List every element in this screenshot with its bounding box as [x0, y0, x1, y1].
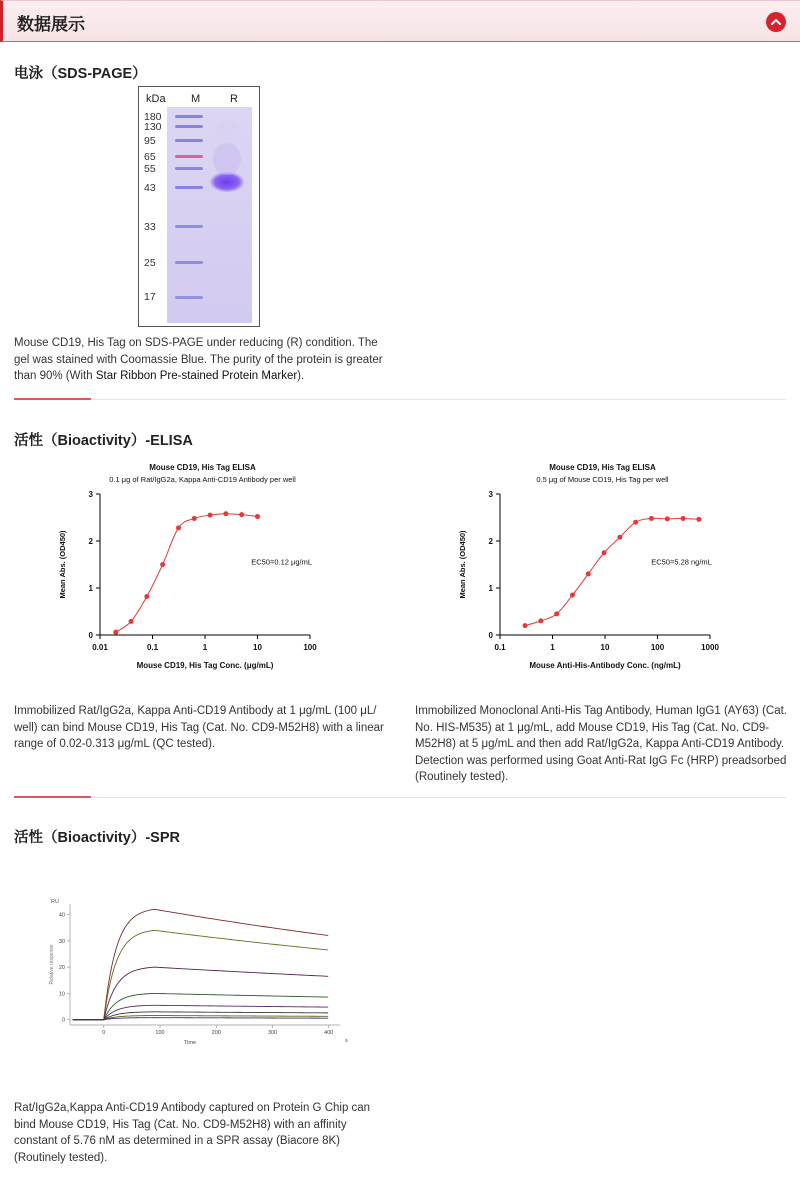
- x-axis-unit: s: [345, 1038, 348, 1044]
- data-point: [255, 514, 260, 519]
- x-tick-label: 100: [155, 1030, 165, 1036]
- data-point: [113, 630, 118, 635]
- data-point: [586, 571, 591, 576]
- x-axis-label: Mouse Anti-His-Antibody Conc. (ng/mL): [529, 661, 681, 670]
- elisa-chart-left: [55, 458, 345, 678]
- y-axis-label: Mean Abs. (OD450): [58, 530, 67, 599]
- x-tick-label: 100: [650, 643, 665, 652]
- y-tick-label: 1: [88, 584, 93, 593]
- y-tick-label: 3: [88, 490, 93, 499]
- data-point: [696, 517, 701, 522]
- x-tick-label: 300: [267, 1030, 278, 1036]
- y-tick-label: 30: [58, 938, 65, 945]
- spr-title: 活性（Bioactivity）-SPR: [14, 830, 180, 846]
- gel-kda-label: kDa: [146, 93, 166, 105]
- elisa-title: 活性（Bioactivity）-ELISA: [14, 433, 193, 449]
- spr-sensorgram-chart: [40, 892, 360, 1052]
- x-tick-label: 100: [303, 643, 317, 652]
- data-point: [602, 550, 607, 555]
- data-point: [681, 516, 686, 521]
- data-point: [617, 535, 622, 540]
- sensorgram-series: [73, 909, 328, 1019]
- marker-label: 33: [144, 221, 156, 233]
- y-tick-label: 0: [488, 631, 493, 640]
- data-point: [649, 516, 654, 521]
- gel-lane-r-label: R: [230, 93, 238, 105]
- sds-caption-end: ).: [297, 370, 305, 382]
- marker-label: 43: [144, 182, 156, 194]
- y-tick-label: 2: [488, 537, 493, 546]
- data-point: [523, 623, 528, 628]
- data-point: [129, 619, 134, 624]
- chart-subtitle: 0.5 μg of Mouse CD19, His Tag per well: [536, 475, 669, 484]
- sample-lane: [210, 120, 244, 192]
- x-tick-label: 1000: [701, 643, 719, 652]
- data-point: [223, 511, 228, 516]
- marker-label: 130: [144, 121, 162, 133]
- y-axis-unit: RU: [51, 899, 59, 905]
- chart-title: Mouse CD19, His Tag ELISA: [549, 463, 656, 472]
- section-header-title: 数据展示: [17, 15, 85, 34]
- chevron-up-icon: [770, 17, 782, 27]
- section-header: [0, 0, 800, 42]
- y-axis-label: Relative response: [49, 944, 55, 985]
- y-tick-label: 1: [488, 584, 493, 593]
- x-tick-label: 1: [202, 643, 208, 652]
- spr-caption: Rat/IgG2a,Kappa Anti-CD19 Antibody captured on Protein G Chip can bind Mouse CD19, His Tag (Cat. No. CD9-M52H8) with an affinity constant of 5.76 nM as determined in a SPR assay (Biacore 8K) (Routinely tested).: [14, 1102, 371, 1164]
- data-point: [538, 618, 543, 623]
- data-point: [665, 516, 670, 521]
- y-tick-label: 40: [58, 912, 65, 919]
- marker-label: 180: [144, 111, 162, 123]
- y-tick-label: 0: [88, 631, 93, 640]
- data-point: [176, 525, 181, 530]
- marker-label: 25: [144, 257, 156, 269]
- x-tick-label: 400: [324, 1030, 334, 1036]
- elisa-left-caption: Immobilized Rat/IgG2a, Kappa Anti-CD19 Antibody at 1 μg/mL (100 μL/ well) can bind Mouse CD19, His Tag (Cat. No. CD9-M52H8) with a linear range of 0.02-0.313 μg/mL (QC tested).: [14, 705, 384, 750]
- divider: [14, 797, 786, 798]
- x-tick-label: 10: [600, 643, 610, 652]
- data-point: [144, 594, 149, 599]
- x-tick-label: 10: [253, 643, 262, 652]
- y-tick-label: 3: [488, 490, 493, 499]
- x-axis-label: Time: [183, 1040, 197, 1046]
- data-point: [633, 520, 638, 525]
- x-tick-label: 1: [550, 643, 555, 652]
- data-point: [192, 516, 197, 521]
- y-tick-label: 10: [58, 991, 65, 998]
- chart-title: Mouse CD19, His Tag ELISA: [149, 463, 256, 472]
- y-tick-label: 2: [88, 537, 93, 546]
- x-tick-label: 0: [102, 1030, 106, 1036]
- sds-page-caption: [14, 335, 384, 385]
- data-point: [554, 611, 559, 616]
- marker-label: 17: [144, 291, 156, 303]
- data-point: [208, 513, 213, 518]
- fit-curve: [116, 514, 258, 632]
- fit-curve: [525, 518, 699, 625]
- sds-caption-text: Mouse CD19, His Tag on SDS-PAGE under reducing (R) condition. The gel was stained with Coomassie Blue. The purity of the protein is greater than 90% (With: [14, 337, 383, 382]
- gel-lane-m-label: M: [191, 93, 201, 105]
- sds-page-gel-image: [138, 86, 260, 327]
- y-tick-label: 20: [58, 965, 65, 972]
- x-tick-label: 0.1: [494, 643, 506, 652]
- data-point: [239, 512, 244, 517]
- sds-page-title: 电泳（SDS-PAGE）: [14, 66, 147, 82]
- x-tick-label: 0.1: [146, 643, 159, 652]
- marker-label: 65: [144, 151, 156, 163]
- y-tick-label: 0: [61, 1017, 65, 1024]
- marker-label: 55: [144, 163, 156, 175]
- data-point: [160, 562, 165, 567]
- ec50-annotation: EC50=0.12 μg/mL: [251, 557, 313, 567]
- divider: [14, 399, 786, 400]
- marker-label: 95: [144, 135, 156, 147]
- chart-subtitle: 0.1 μg of Rat/IgG2a, Kappa Anti-CD19 Antibody per well: [109, 475, 296, 484]
- elisa-chart-right: [455, 458, 755, 678]
- x-tick-label: 200: [211, 1030, 221, 1036]
- elisa-right-caption: Immobilized Monoclonal Anti-His Tag Antibody, Human IgG1 (AY63) (Cat. No. HIS-M535) at 1 μg/mL, add Mouse CD19, His Tag (Cat. No. CD9-M52H8) at 5 μg/mL and then add Rat/IgG2a, Kappa Anti-CD19 Antibody. Detection was performed using Goat Anti-Rat IgG Fc (HRP) preadsorbed (Routinely tested).: [415, 705, 788, 783]
- x-axis-label: Mouse CD19, His Tag Conc. (μg/mL): [136, 661, 274, 670]
- y-axis-label: Mean Abs. (OD450): [458, 530, 467, 599]
- data-point: [570, 593, 575, 598]
- x-tick-label: 0.01: [92, 643, 108, 652]
- collapse-button[interactable]: [766, 12, 786, 32]
- ec50-annotation: EC50=5.28 ng/mL: [651, 557, 712, 567]
- marker-link[interactable]: Star Ribbon Pre-stained Protein Marker: [95, 370, 298, 382]
